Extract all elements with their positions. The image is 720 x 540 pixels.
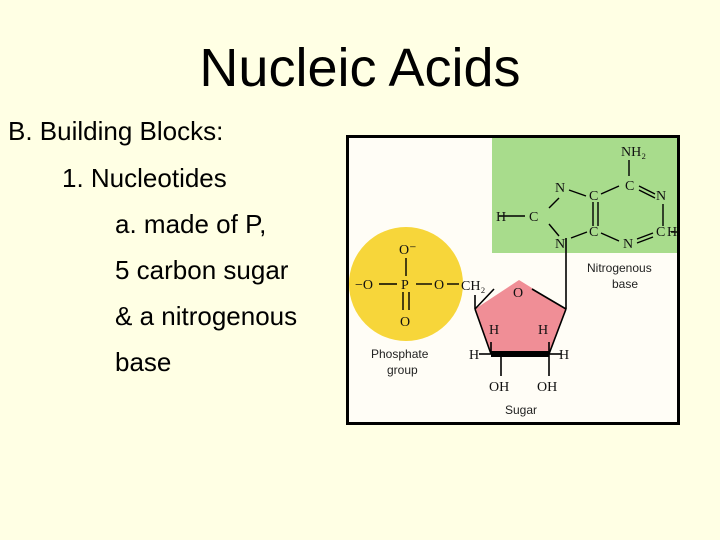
sugar-oh1: OH [489,380,510,395]
sugar-h3: H [469,348,480,363]
phosphate-o-top: O⁻ [399,243,417,258]
bullet-made-of: a. made of P, [115,209,267,239]
base-c-left: C [529,210,539,225]
sugar-h2: H [538,323,549,338]
nucleotide-diagram [346,135,680,425]
base-n-bottom-left: N [555,237,566,252]
sugar-oh2: OH [537,380,558,395]
bullet-building-blocks: B. Building Blocks: [8,116,224,146]
base-n1: N [555,181,566,196]
sugar-h1: H [489,323,500,338]
base-c2: C [625,179,635,194]
phosphate-ch2: CH₂ [461,279,486,294]
base-h-right: H [667,225,677,240]
base-n-bottom-right: N [623,237,634,252]
sugar-o-ring: O [513,286,524,301]
caption-sugar: Sugar [505,403,538,417]
slide-title: Nucleic Acids [199,38,521,98]
base-n2: N [656,189,667,204]
caption-phosphate-2: group [387,363,418,377]
sugar-h4: H [559,348,570,363]
base-nh2: NH₂ [621,145,647,160]
phosphate-o-bottom: O [400,315,411,330]
phosphate-o-left: −O [355,278,374,293]
bullet-nucleotides: 1. Nucleotides [62,163,227,193]
phosphate-o-right: O [434,278,445,293]
caption-base-2: base [612,277,639,291]
base-c-right: C [656,225,666,240]
caption-base-1: Nitrogenous [587,261,652,275]
phosphate-p: P [401,278,409,293]
bullet-carbon-sugar: 5 carbon sugar [115,255,289,285]
bullet-nitrogenous: & a nitrogenous [115,301,298,331]
base-c-mid: C [589,225,599,240]
bullet-base: base [115,347,172,377]
nucleotide-structure-svg [349,138,677,422]
base-c1: C [589,189,599,204]
base-h-left: H [496,210,507,225]
caption-phosphate-1: Phosphate [371,347,429,361]
